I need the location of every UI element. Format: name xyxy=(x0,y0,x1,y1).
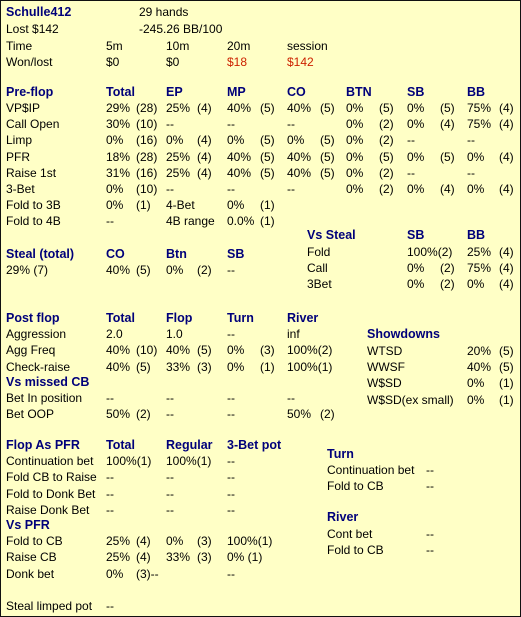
flop-pfr-row-value: -- xyxy=(106,502,114,517)
showdown-label: W$SD(ex small) xyxy=(367,392,454,407)
steal-limped-pot-label: Steal limped pot xyxy=(6,599,93,613)
vs-steal-row-value: (4) xyxy=(499,245,514,259)
preflop-row-value: (5) xyxy=(260,149,275,164)
postflop-row-value: (10) xyxy=(136,343,158,358)
flop-pfr-row-label: Continuation bet xyxy=(6,454,94,468)
preflop-column-header: CO xyxy=(287,85,306,99)
preflop-row-label: Raise 1st xyxy=(6,165,57,180)
vs-steal-heading: Vs Steal xyxy=(307,228,356,242)
preflop-row-value: (1) xyxy=(260,214,275,229)
vs-steal-row-value: 0% xyxy=(407,277,425,291)
preflop-row-value: 25% xyxy=(166,149,191,164)
showdown-count: (5) xyxy=(499,344,514,358)
showdown-label: WWSF xyxy=(367,360,405,375)
postflop-column-header: River xyxy=(287,311,319,325)
missed-cb-row-value: (2) xyxy=(136,407,151,421)
vs-pfr-row-value: 0% (1) xyxy=(227,550,263,565)
preflop-row-value: 0.0% xyxy=(227,214,255,229)
flop-pfr-row-label: Fold to Donk Bet xyxy=(6,486,96,501)
won-lost-value: $142 xyxy=(287,55,314,69)
steal-value: 40% xyxy=(106,263,131,277)
vs-steal-row-label: Fold xyxy=(307,245,331,259)
vs-steal-row-label: 3Bet xyxy=(307,277,332,291)
vs-steal-row-value: (2) xyxy=(440,277,455,291)
postflop-row-value: 0% xyxy=(227,359,245,374)
showdown-label: W$SD xyxy=(367,376,402,391)
preflop-row-value: 31% xyxy=(106,165,131,180)
steal-column-header: Btn xyxy=(166,247,187,261)
preflop-row-value: 75% xyxy=(467,117,492,132)
vs-pfr-row-value: (4) xyxy=(136,550,151,565)
vs-steal-row-value: 75% xyxy=(467,261,492,275)
time-column-header: session xyxy=(287,39,328,53)
showdown-label: WTSD xyxy=(367,344,403,358)
missed-cb-row-value: -- xyxy=(287,391,295,405)
preflop-row-value: -- xyxy=(287,117,295,132)
missed-cb-row-value: 50% xyxy=(287,407,312,421)
preflop-column-header: MP xyxy=(227,85,246,99)
time-column-header: 20m xyxy=(227,39,251,53)
time-label: Time xyxy=(6,39,33,53)
vs-steal-row-value: (4) xyxy=(499,277,514,291)
flop-pfr-row-value: -- xyxy=(106,486,114,501)
vs-steal-column-header: SB xyxy=(407,228,425,242)
flop-pfr-row-value: -- xyxy=(106,470,114,485)
preflop-row-value: 0% xyxy=(106,182,124,196)
preflop-row-value: (4) xyxy=(197,149,212,164)
showdown-value: 0% xyxy=(467,376,485,391)
preflop-column-header: Total xyxy=(106,85,135,99)
postflop-row-value: (3) xyxy=(260,343,275,358)
preflop-row-value: (16) xyxy=(136,133,158,148)
preflop-row-value: (4) xyxy=(197,101,212,115)
preflop-row-value: (4) xyxy=(197,133,212,148)
preflop-row-value: 4B range xyxy=(166,214,215,229)
won-lost-value: $0 xyxy=(106,55,120,69)
preflop-row-value: (28) xyxy=(136,101,158,115)
postflop-row-value: 100%(2) xyxy=(287,343,333,358)
preflop-row-value: -- xyxy=(407,133,415,148)
vs-pfr-row-value: -- xyxy=(227,566,235,581)
preflop-row-value: 0% xyxy=(106,198,124,213)
preflop-row-value: -- xyxy=(106,214,114,229)
vs-steal-row-value: 100%(2) xyxy=(407,245,453,259)
postflop-row-value: 1.0 xyxy=(166,327,183,341)
showdown-count: (1) xyxy=(499,376,514,391)
postflop-row-value: 40% xyxy=(166,343,191,358)
flop-pfr-row-value: -- xyxy=(166,502,174,517)
preflop-row-label: Fold to 3B xyxy=(6,198,61,213)
preflop-row-value: (5) xyxy=(260,101,275,115)
vs-pfr-row-value: (4) xyxy=(136,534,151,548)
flop-pfr-column-header: Regular xyxy=(166,438,213,452)
player-name: Schulle412 xyxy=(6,5,72,19)
preflop-row-value: -- xyxy=(407,165,415,180)
turn-row-label: Fold to CB xyxy=(327,479,384,493)
vs-pfr-row-value: 100%(1) xyxy=(227,534,273,548)
preflop-row-value: 0% xyxy=(346,165,364,180)
preflop-row-value: 0% xyxy=(287,133,305,148)
preflop-row-value: (5) xyxy=(440,101,455,115)
missed-cb-row-value: (2) xyxy=(320,407,335,421)
preflop-row-value: (2) xyxy=(379,182,394,196)
preflop-row-value: (10) xyxy=(136,182,158,196)
preflop-row-value: (16) xyxy=(136,165,158,180)
flop-pfr-row-value: -- xyxy=(227,470,235,485)
river-heading: River xyxy=(327,510,359,524)
preflop-row-value: (5) xyxy=(379,101,394,115)
preflop-row-value: (5) xyxy=(379,149,394,164)
preflop-row-label: Limp xyxy=(6,133,33,148)
postflop-row-value: (3) xyxy=(197,359,212,374)
postflop-heading: Post flop xyxy=(6,311,60,325)
showdown-count: (5) xyxy=(499,360,514,375)
preflop-row-value: -- xyxy=(227,117,235,132)
showdown-value: 40% xyxy=(467,360,492,375)
flop-pfr-row-value: -- xyxy=(166,486,174,501)
flop-pfr-row-label: Raise Donk Bet xyxy=(6,502,90,517)
preflop-row-value: (4) xyxy=(440,182,455,196)
preflop-row-value: (2) xyxy=(379,165,394,180)
preflop-row-value: 0% xyxy=(346,182,364,196)
steal-column-header: SB xyxy=(227,247,245,261)
won-lost-value: $0 xyxy=(166,55,180,69)
postflop-row-value: 100%(1) xyxy=(287,359,333,374)
missed-cb-row-label: Bet OOP xyxy=(6,407,55,421)
preflop-row-value: 40% xyxy=(287,165,312,180)
postflop-row-value: 40% xyxy=(106,359,131,374)
preflop-row-value: (5) xyxy=(320,101,335,115)
preflop-row-value: 25% xyxy=(166,101,191,115)
preflop-column-header: EP xyxy=(166,85,183,99)
steal-value: (5) xyxy=(136,263,151,277)
preflop-row-value: 30% xyxy=(106,117,131,132)
preflop-row-value: (10) xyxy=(136,117,158,132)
river-row-label: Cont bet xyxy=(327,527,373,541)
flop-pfr-row-value: 100%(1) xyxy=(106,454,152,468)
preflop-row-value: (4) xyxy=(440,117,455,132)
preflop-row-value: (4) xyxy=(197,165,212,180)
preflop-row-value: 40% xyxy=(287,101,312,115)
postflop-column-header: Turn xyxy=(227,311,254,325)
preflop-row-label: 3-Bet xyxy=(6,182,35,196)
preflop-row-value: 0% xyxy=(407,149,425,164)
vs-steal-column-header: BB xyxy=(467,228,486,242)
flop-as-pfr-heading: Flop As PFR xyxy=(6,438,80,452)
vs-steal-row-value: (4) xyxy=(499,261,514,275)
vs-pfr-row-label: Fold to CB xyxy=(6,534,63,548)
preflop-row-value: (1) xyxy=(260,198,275,213)
vs-pfr-row-value: (3)-- xyxy=(136,566,159,581)
river-row-value: -- xyxy=(426,543,434,557)
showdown-value: 20% xyxy=(467,344,492,358)
preflop-row-value: (28) xyxy=(136,149,158,164)
vs-pfr-row-value: 0% xyxy=(106,566,124,581)
postflop-row-value: (1) xyxy=(260,359,275,374)
postflop-row-label: Agg Freq xyxy=(6,343,56,358)
vs-pfr-row-value: 25% xyxy=(106,550,131,565)
preflop-row-value: 40% xyxy=(227,165,252,180)
preflop-row-value: 0% xyxy=(346,133,364,148)
preflop-column-header: BB xyxy=(467,85,486,99)
hand-count: 29 hands xyxy=(139,5,189,19)
postflop-row-label: Aggression xyxy=(6,327,67,341)
flop-pfr-row-value: -- xyxy=(227,486,235,501)
preflop-row-value: -- xyxy=(166,182,174,196)
preflop-row-value: 0% xyxy=(166,133,184,148)
vs-steal-row-value: 0% xyxy=(467,277,485,291)
steal-value: 29% (7) xyxy=(6,263,49,277)
missed-cb-row-label: Bet In position xyxy=(6,391,83,405)
missed-cb-row-value: 50% xyxy=(106,407,131,421)
preflop-row-value: 0% xyxy=(227,198,245,213)
vs-pfr-row-value: (3) xyxy=(197,550,212,565)
preflop-row-value: 29% xyxy=(106,101,131,115)
postflop-row-value: 33% xyxy=(166,359,191,374)
vs-missed-cb-heading: Vs missed CB xyxy=(6,375,90,389)
steal-value: 0% xyxy=(166,263,184,277)
preflop-row-value: (4) xyxy=(499,101,514,115)
preflop-row-label: VP$IP xyxy=(6,101,41,115)
showdown-count: (1) xyxy=(499,392,514,407)
missed-cb-row-value: -- xyxy=(227,407,235,421)
postflop-row-value: 2.0 xyxy=(106,327,123,341)
vs-pfr-heading: Vs PFR xyxy=(6,518,50,532)
preflop-row-value: 0% xyxy=(346,101,364,115)
won-lost-value: $18 xyxy=(227,55,248,69)
preflop-row-value: -- xyxy=(166,117,174,132)
steal-heading: Steal (total) xyxy=(6,247,75,261)
vs-pfr-row-label: Raise CB xyxy=(6,550,57,565)
preflop-row-value: (2) xyxy=(379,133,394,148)
river-row-label: Fold to CB xyxy=(327,543,384,557)
preflop-row-value: 0% xyxy=(106,133,124,148)
flop-pfr-column-header: 3-Bet pot xyxy=(227,438,282,452)
bb-per-100: -245.26 BB/100 xyxy=(139,22,223,36)
preflop-row-value: -- xyxy=(467,133,475,148)
preflop-row-value: (5) xyxy=(320,165,335,180)
postflop-row-value: 0% xyxy=(227,343,245,358)
preflop-row-value: -- xyxy=(467,165,475,180)
preflop-row-value: 40% xyxy=(287,149,312,164)
preflop-row-value: (5) xyxy=(320,149,335,164)
preflop-row-value: (5) xyxy=(320,133,335,148)
missed-cb-row-value: -- xyxy=(106,391,114,405)
turn-heading: Turn xyxy=(327,447,354,461)
turn-row-value: -- xyxy=(426,463,434,477)
preflop-row-value: (4) xyxy=(499,117,514,132)
preflop-row-label: Call Open xyxy=(6,117,60,132)
missed-cb-row-value: -- xyxy=(166,407,174,421)
preflop-row-value: (5) xyxy=(260,165,275,180)
postflop-row-label: Check-raise xyxy=(6,359,71,374)
preflop-heading: Pre-flop xyxy=(6,85,54,99)
preflop-row-label: Fold to 4B xyxy=(6,214,61,229)
vs-steal-row-value: 0% xyxy=(407,261,425,275)
preflop-row-value: 0% xyxy=(346,117,364,132)
time-column-header: 10m xyxy=(166,39,190,53)
postflop-row-value: (5) xyxy=(136,359,151,374)
postflop-column-header: Flop xyxy=(166,311,193,325)
time-column-header: 5m xyxy=(106,39,123,53)
vs-steal-row-label: Call xyxy=(307,261,328,275)
showdowns-heading: Showdowns xyxy=(367,327,440,341)
vs-pfr-row-value: 0% xyxy=(166,534,184,548)
preflop-row-value: 4-Bet xyxy=(166,198,195,213)
preflop-row-value: 0% xyxy=(227,133,245,148)
vs-pfr-row-value: 33% xyxy=(166,550,191,565)
preflop-row-value: (4) xyxy=(499,149,514,164)
preflop-row-value: -- xyxy=(227,182,235,196)
flop-pfr-row-value: -- xyxy=(227,502,235,517)
preflop-row-value: 75% xyxy=(467,101,492,115)
postflop-row-value: inf xyxy=(287,327,300,341)
flop-pfr-row-value: 100%(1) xyxy=(166,454,212,468)
river-row-value: -- xyxy=(426,527,434,541)
won-lost-label: Won/lost xyxy=(6,55,53,69)
vs-steal-row-value: 25% xyxy=(467,245,492,259)
preflop-row-value: 0% xyxy=(407,117,425,132)
steal-column-header: CO xyxy=(106,247,125,261)
postflop-row-value: (5) xyxy=(197,343,212,358)
preflop-row-label: PFR xyxy=(6,149,30,164)
steal-value: (2) xyxy=(197,263,212,277)
lost-amount: Lost $142 xyxy=(6,22,59,36)
missed-cb-row-value: -- xyxy=(166,391,174,405)
preflop-row-value: (5) xyxy=(440,149,455,164)
preflop-row-value: 0% xyxy=(407,182,425,196)
showdown-value: 0% xyxy=(467,392,485,407)
postflop-row-value: -- xyxy=(227,327,235,341)
preflop-row-value: (1) xyxy=(136,198,151,213)
preflop-row-value: 18% xyxy=(106,149,131,164)
preflop-row-value: (4) xyxy=(499,182,514,196)
flop-pfr-row-label: Fold CB to Raise xyxy=(6,470,97,485)
preflop-row-value: (2) xyxy=(379,117,394,132)
steal-value: -- xyxy=(227,263,235,277)
vs-pfr-row-value: 25% xyxy=(106,534,131,548)
preflop-column-header: BTN xyxy=(346,85,372,99)
preflop-row-value: 0% xyxy=(467,182,485,196)
flop-pfr-column-header: Total xyxy=(106,438,135,452)
flop-pfr-row-value: -- xyxy=(227,454,235,468)
preflop-row-value: 0% xyxy=(407,101,425,115)
preflop-row-value: 40% xyxy=(227,101,252,115)
preflop-row-value: 25% xyxy=(166,165,191,180)
preflop-row-value: -- xyxy=(287,182,295,196)
vs-pfr-row-label: Donk bet xyxy=(6,566,55,581)
vs-steal-row-value: (2) xyxy=(440,261,455,275)
preflop-row-value: (5) xyxy=(260,133,275,148)
missed-cb-row-value: -- xyxy=(227,391,235,405)
flop-pfr-row-value: -- xyxy=(166,470,174,485)
postflop-column-header: Total xyxy=(106,311,135,325)
turn-row-label: Continuation bet xyxy=(327,463,415,477)
steal-limped-pot-value: -- xyxy=(106,599,114,613)
vs-pfr-row-value: (3) xyxy=(197,534,212,548)
preflop-row-value: 0% xyxy=(467,149,485,164)
turn-row-value: -- xyxy=(426,479,434,493)
preflop-row-value: 0% xyxy=(346,149,364,164)
preflop-row-value: 40% xyxy=(227,149,252,164)
preflop-column-header: SB xyxy=(407,85,425,99)
postflop-row-value: 40% xyxy=(106,343,131,358)
